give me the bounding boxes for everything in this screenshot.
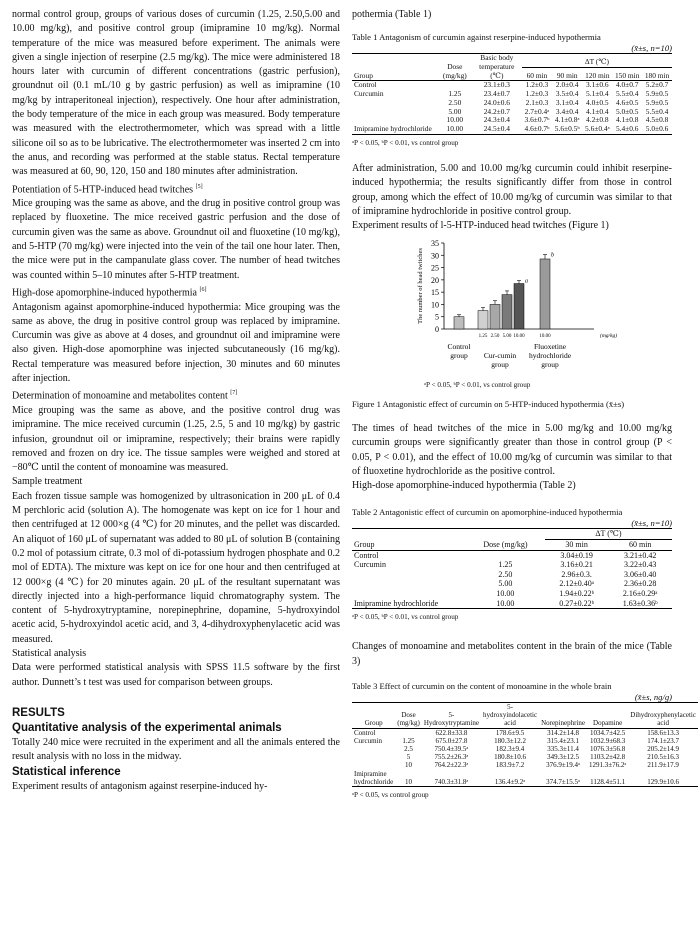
t3-header-cell: Group (364, 719, 383, 728)
paragraph-figure: The times of head twitches of the mice in 5.00 mg/kg and 10.00 mg/kg curcumin groups were significantly greater than those in control group (P < 0.05, P < 0.01), and the effect of 10.00 mg/kg of curcumin was similar to that of fluoxetine hydrochloride as the positive control. (352, 422, 672, 477)
table-cell: 24.5±0.4 (483, 123, 510, 133)
table-cell: 1032.9±68.3 (589, 736, 626, 745)
table-cell (466, 550, 545, 560)
x-group-fluoxetine: group (541, 360, 559, 370)
table-cell: 10 (405, 761, 413, 770)
table-row (352, 560, 672, 570)
table-cell: 3.5±0.4 (555, 89, 579, 99)
table-1-caption: Table 1 Antagonism of curcumin against reserpine-induced hypothermia (352, 32, 601, 43)
table-cell: 755.2±26.3ᵃ (434, 753, 469, 762)
x-group-curcumin: group (491, 360, 509, 370)
y-tick-label: 35 (431, 239, 439, 249)
table-cell: 764.2±22.3ᵃ (434, 761, 469, 770)
table-row (352, 125, 672, 134)
table-cell: 129.9±10.6 (647, 777, 680, 786)
table-cell: 4.0±0.7 (615, 80, 639, 90)
unit-label: (mg/kg) (600, 333, 618, 340)
y-tick-label: 0 (435, 325, 439, 335)
time-header: 30 min (565, 539, 588, 549)
bar (490, 305, 500, 330)
table-cell: 5.5±0.4 (615, 89, 639, 99)
table-cell: 5.4±0.6 (615, 123, 639, 133)
y-tick-label: 30 (431, 251, 439, 261)
table-cell: 10.00 (446, 115, 464, 125)
heading-5htp: Potentiation of 5-HTP-induced head twitches [5] (12, 183, 203, 195)
bar (502, 295, 512, 329)
table-cell: Control (354, 550, 379, 560)
table-row (352, 579, 672, 589)
y-tick-label: 10 (431, 300, 439, 310)
table-cell: 5.6±0.4ᵃ (585, 123, 610, 133)
table-cell: 5.0±0.6 (645, 123, 669, 133)
table-cell: 2.7±0.4ᵃ (524, 106, 550, 116)
table-cell: 1103.2±42.8 (590, 753, 626, 762)
table-cell: 675.0±27.8 (435, 736, 468, 745)
table-cell: 24.3±0.4 (483, 115, 510, 125)
bar (514, 284, 524, 329)
time-header: 60 min (526, 70, 548, 80)
bar-annotation: b (551, 252, 554, 259)
table-cell: 315.4±23.1 (547, 736, 579, 745)
table-cell: 5.1±0.4 (586, 89, 609, 99)
table-cell: 3.21±0.42 (624, 550, 657, 560)
t1-header-basic: Basic body temperature (℃) (472, 54, 522, 81)
time-header: 60 min (628, 539, 652, 549)
table-cell: 1.2±0.3 (525, 80, 549, 90)
table-row (352, 728, 698, 737)
heading-apomorphine: High-dose apomorphine-induced hypothermia [6] (12, 286, 207, 299)
table-cell: 1.25 (402, 736, 415, 745)
x-tick-label: 2.50 (490, 334, 500, 340)
table-cell: 24.0±0.6 (483, 97, 510, 107)
bar-annotation: a (525, 279, 528, 286)
table-1-block (352, 32, 672, 150)
table-cell: 2.50 (448, 97, 462, 107)
table-cell: 4.1±0.4 (586, 106, 609, 116)
table-cell: 374.7±15.5ᵃ (546, 777, 580, 786)
table-cell: 2.16±0.29ᵃ (622, 588, 658, 598)
x-group-curcumin: Cur-cumin (483, 351, 517, 361)
x-group-control: Control (447, 342, 471, 352)
table-cell: 2.1±0.3 (525, 97, 549, 107)
table-cell: 5.00 (448, 106, 462, 116)
table-3-note: ᵃP < 0.05, vs control group (352, 791, 429, 800)
t1-body (352, 81, 672, 134)
table-cell (352, 753, 395, 761)
table-cell: 210.5±16.3 (647, 753, 680, 762)
table-cell: 3.06±0.40 (624, 569, 657, 579)
table-row (352, 745, 698, 753)
t2-header-group: Group (352, 529, 466, 550)
table-3-block (352, 681, 696, 802)
table-cell: 0.27±0.22ᵇ (559, 598, 595, 608)
table-cell: 10.00 (446, 123, 464, 133)
table-1 (352, 53, 672, 134)
figure-1-chart (352, 237, 672, 375)
table-cell (395, 728, 422, 737)
table-cell: 1034.7±42.5 (589, 728, 626, 737)
table-cell: 3.04±0.19 (560, 550, 593, 560)
table-cell: 23.4±0.7 (483, 89, 510, 99)
table-cell: 136.4±9.2ᵃ (494, 777, 526, 786)
table-3 (352, 702, 698, 787)
table-2-block (352, 507, 672, 624)
paragraph-table-1: After administration, 5.00 and 10.00 mg/kg curcumin could inhibit reserpine-induced hypothermia; the results significantly differ from those in control group, among which the effect of 10.00 mg/kg of curcumin was similar to that of imipramine hydrochloride in positive control group. (352, 162, 672, 217)
table-cell: 1.25 (498, 560, 513, 570)
paragraph-continued: pothermia (Table 1) (352, 9, 432, 20)
paragraph-5htp: Mice grouping was the same as above, and the drug in positive control group was replaced by fluoxetine. The mice received gastric perfusion and the dose of curcumin given was the same as above. Groundnut oil and fluoxetine (10 mg/kg), and 5-HTP (70 mg/kg) were injected into the vein of the tail one hour later. Then, the mice were put in the campanulate glass cover. The number of head twitches was counted within 5–10 minutes after 5-HTP treatment. (12, 198, 340, 281)
table-cell: 2.5 (404, 745, 413, 754)
t3-header-cell: Dose (mg/kg) (397, 711, 420, 728)
table-row (352, 589, 672, 599)
table-cell: 5.9±0.5 (645, 89, 669, 99)
t2-body (352, 550, 672, 609)
table-cell: 2.50 (498, 569, 513, 579)
table-cell: 180.8±10.6 (494, 753, 526, 762)
t3-header-cell: 5-hydroxyindolacetic acid (483, 703, 538, 728)
t2-header-dose: Dose (mg/kg) (466, 529, 545, 550)
table-cell: 2.0±0.4 (555, 80, 579, 90)
table-cell: Imipramine hydrochloride (354, 598, 439, 608)
table-2-note: ᵃP < 0.05, ᵇP < 0.01, vs control group (352, 613, 459, 622)
y-tick-label: 25 (431, 263, 439, 273)
time-header: 150 min (614, 70, 640, 80)
table-1-note: ᵃP < 0.05, ᵇP < 0.01, vs control group (352, 138, 459, 147)
table-cell: 5.6±0.5ᵇ (554, 123, 580, 133)
table-cell: 314.2±14.8 (547, 728, 579, 737)
table-row (352, 770, 698, 787)
table-cell: 10.00 (496, 588, 515, 598)
y-axis-label: The number of head twitches (417, 248, 424, 325)
table-cell: 4.0±0.5 (586, 97, 609, 107)
t3-header-cell: Dopamine (593, 719, 623, 728)
t3-header-row (352, 703, 698, 729)
t1-header-group: Group (352, 54, 438, 81)
table-cell: 740.3±31.8ᵃ (434, 777, 469, 786)
results-heading: RESULTS (12, 706, 65, 719)
time-header: 180 min (644, 70, 670, 80)
t1-header-dt: ΔT (℃) (522, 54, 672, 68)
table-cell (352, 108, 438, 117)
figure-1-note: ᵃP < 0.05, ᵇP < 0.01, vs control group (424, 381, 531, 390)
bar (478, 311, 488, 329)
table-cell: 3.1±0.6 (586, 80, 609, 90)
table-cell (352, 745, 395, 753)
t3-header-cell: Dihydroxyphenylacetic acid (630, 711, 696, 728)
table-cell: 5.00 (498, 579, 513, 589)
table-cell: 3.1±0.4 (555, 97, 579, 107)
table-cell: 4.1±0.8ᵃ (554, 115, 580, 125)
paragraph-inference: Experiment results of antagonism against reserpine-induced hy- (12, 780, 268, 792)
table-cell: 3.16±0.21 (560, 560, 593, 570)
table-cell: 376.9±19.4ᵃ (546, 761, 580, 770)
table-cell: 4.1±0.8 (615, 115, 639, 125)
table-cell (352, 761, 395, 769)
x-group-control: group (450, 351, 468, 361)
heading-quantitative: Quantitative analysis of the experimental animals (12, 721, 282, 734)
table-cell: 1128.4±51.1 (590, 777, 626, 786)
table-cell: 23.1±0.3 (483, 80, 510, 90)
table-2 (352, 528, 672, 609)
y-tick-label: 5 (435, 313, 439, 323)
paragraph-table-3-intro: Changes of monoamine and metabolites content in the brain of the mice (Table 3) (352, 641, 672, 667)
paragraph-apomorphine: Antagonism against apomorphine-induced hypothermia: Mice grouping was the same as above, the drug in positive control group was replaced by imipramine. Curcumin was give as above at 4 doses, and groundnut oil and imipramine were also given. High-dose apomorphine was injected subcutaneously (16 mg/kg). Rectal temperature was measured before injection, 30 minutes and 60 minutes after injection. (12, 301, 340, 385)
table-cell: 3.22±0.43 (624, 560, 657, 570)
bar (454, 317, 464, 329)
table-cell: 180.3±12.2 (494, 736, 526, 745)
table-cell: Curcumin (354, 736, 382, 745)
t3-body (352, 728, 698, 786)
table-cell: 2.12±0.40ᵃ (559, 579, 594, 589)
table-cell: 10.00 (496, 598, 515, 608)
table-cell: 5.5±0.4 (645, 106, 669, 116)
table-cell: 5 (406, 753, 411, 762)
table-cell: 4.6±0.5 (615, 97, 639, 107)
table-3-stat: (x̄±s, ng/g) (634, 691, 672, 702)
table-cell: 4.6±0.7ᵇ (524, 123, 550, 133)
table-cell: 3.6±0.7ᵇ (524, 115, 550, 125)
table-cell (352, 579, 466, 589)
right-column (352, 8, 696, 802)
table-cell: 335.3±11.4 (547, 745, 579, 754)
paragraph-statistics: Data were performed statistical analysis with SPSS 11.5 software by the first author. Dunnett’s t test was used for comparison between groups. (12, 662, 340, 688)
paragraph-sample: Each frozen tissue sample was homogenized by ultrasonication in 200 μL of 0.4 M perchloric acid (solution A). The homogenate was kept on ice for 1 hour and then centrifuged at 12 000×g (4 ℃) for 20 minutes, and the pellet was discarded. An aliquot of 160 μL of supernatant was added to 80 μL of solution B (containing 0.2 mol of potassium citrate, 0.3 mol of di-potassium hydrogen phosphate and 0.2 mol of EDTA). The mixture was kept on ice for one hour and then centrifuged at 12 000×g (4 ℃) for 20 minutes again. 20 μL of the resultant supernatant was directly injected into a high-performance liquid chromatography system. The content of 5-hydroxytryptamine, norepinephrine, dopamine, 5-hydroxyindol acetic acid, 5-hydroxyindol acetic acid, and 3, 4-dihydroxyphenylacetic acid was measured. (12, 490, 340, 645)
table-cell: 622.8±33.8 (435, 728, 468, 737)
paragraph-monoamine: Mice grouping was the same as above, and the positive control drug was imipramine. The mice received curcumin (1.25, 2.5, 5 and 10 mg/kg) by gastric infusion, groundnut oil or imipramine, respectively; their brains were rapidly removed and frozen on dry ice. The tissue samples were weighed and stored at −80℃ until the content of monoamine was measured. (12, 405, 340, 474)
table-cell: Control (354, 728, 376, 737)
y-tick-label: 15 (431, 288, 439, 298)
t3-header-cell: Norepinephrine (541, 719, 585, 728)
table-cell: Control (354, 80, 377, 90)
table-1-stat: (x̄±s, n=10) (631, 42, 672, 53)
table-cell: Imipramine hydrochloride (354, 769, 394, 786)
t3-header-cell: 5-Hydroxytryptamine (423, 711, 480, 728)
heading-sample: Sample treatment (12, 476, 83, 488)
left-column (12, 8, 340, 794)
x-tick-label: 5.00 (502, 334, 512, 340)
table-cell: Curcumin (354, 89, 384, 99)
table-row (352, 570, 672, 580)
heading-statistics: Statistical analysis (12, 648, 87, 660)
heading-monoamine: Determination of monoamine and metabolites content [7] (12, 390, 238, 402)
table-cell: 2.36±0.28 (624, 579, 657, 589)
table-cell: 2.96±0.3. (561, 569, 592, 579)
table-cell: 174.1±23.7 (647, 736, 680, 745)
table-cell (352, 589, 466, 599)
x-group-fluoxetine: Fluoxetine (533, 342, 567, 352)
time-header: 120 min (585, 70, 610, 80)
table-cell: 1.2±0.3 (525, 89, 549, 99)
y-tick-label: 20 (431, 276, 439, 286)
table-cell: 1291.3±76.2ᵃ (589, 761, 627, 770)
figure-1 (352, 237, 672, 397)
table-cell: 183.9±7.2 (495, 761, 525, 770)
table-cell (352, 99, 438, 108)
x-tick-label: 10.00 (513, 334, 525, 340)
table-cell: 4.2±0.8 (586, 115, 609, 125)
bar (540, 259, 550, 329)
x-tick-label: 10.00 (539, 334, 551, 340)
table-cell: 4.5±0.8 (645, 115, 669, 125)
x-group-fluoxetine: hydrochloride (528, 351, 572, 361)
table-row (352, 599, 672, 609)
table-cell: 1.94±0.22ᵇ (559, 588, 595, 598)
heading-apomorphine-table: High-dose apomorphine-induced hypothermia (Table 2) (352, 480, 576, 492)
table-cell: 178.6±9.5 (495, 728, 525, 737)
table-2-stat: (x̄±s, n=10) (631, 517, 672, 528)
table-cell: 158.6±13.3 (647, 728, 680, 737)
table-cell: 182.3±9.4 (495, 745, 525, 754)
paragraph-quantitative: Totally 240 mice were recruited in the experiment and all the animals entered the result analysis with no loss in the midway. (12, 736, 340, 763)
figure-1-caption: Figure 1 Antagonistic effect of curcumin on 5-HTP-induced hypothermia (x̄±s) (352, 399, 625, 410)
table-cell: 3.4±0.4 (555, 106, 579, 116)
table-row (352, 737, 698, 745)
table-cell: Curcumin (354, 560, 386, 570)
intro-paragraph: normal control group, groups of various doses of curcumin (1.25, 2.50,5.00 and 10.00 mg/kg), and positive control group (imipramine 10 mg/kg). Normal temperature of the mice was measured before experiment. The animals were given a single injection of reserpine (2.5 mg/kg). The mice were administered 18 hours later with curcumin of different concentrations (gastric perfusion), groundnut oil (0.1 mL/10 g by gastric perfusion) as well as imipramine (10 mg/kg by intraperitoneal injection), respectively. One hour after administration, the body temperature of the mice in each group was measured. Body temperature was measured with the electrothermometer, which was spread with a little silicone oil so as to be lubricative. The electrothermometer was inserted 2 cm into the anus, and recording was performed at the stable status. Rectal temperature was measured at 60, 90, 120, 150 and 180 minutes after administration. (12, 9, 340, 178)
table-cell: 1.63±0.36ᵇ (622, 598, 658, 608)
table-3-caption: Table 3 Effect of curcumin on the content of monoamine in the whole brain (352, 681, 612, 692)
heading-inference: Statistical inference (12, 765, 121, 778)
table-cell (352, 570, 466, 580)
table-cell: 5.9±0.5 (645, 97, 669, 107)
table-row (352, 753, 698, 761)
table-cell: 5.0±0.5 (615, 106, 639, 116)
table-cell: 205.2±14.9 (647, 745, 680, 754)
table-cell: 5.2±0.7 (645, 80, 669, 90)
t2-header-dt: ΔT (℃) (545, 529, 672, 540)
x-tick-label: 1.25 (478, 334, 488, 340)
table-cell: 24.2±0.7 (483, 106, 510, 116)
table-row (352, 761, 698, 769)
t1-header-dose: Dose (mg/kg) (438, 54, 472, 81)
table-cell: 750.4±39.5ᵃ (434, 745, 469, 754)
time-header: 90 min (556, 70, 578, 80)
table-cell: 10 (405, 777, 413, 786)
paragraph-figure-intro: Experiment results of l-5-HTP-induced head twitches (Figure 1) (352, 220, 609, 232)
table-2-caption: Table 2 Antagonistic effect of curcumin on apomorphine-induced hypothermia (352, 507, 623, 518)
table-cell: 1076.3±56.8 (589, 745, 626, 754)
table-cell: Imipramine hydrochloride (354, 123, 432, 133)
table-cell: 1.25 (448, 89, 462, 99)
table-row (352, 550, 672, 560)
table-cell: 349.3±12.5 (547, 753, 579, 762)
table-cell: 211.9±17.9 (647, 761, 679, 770)
